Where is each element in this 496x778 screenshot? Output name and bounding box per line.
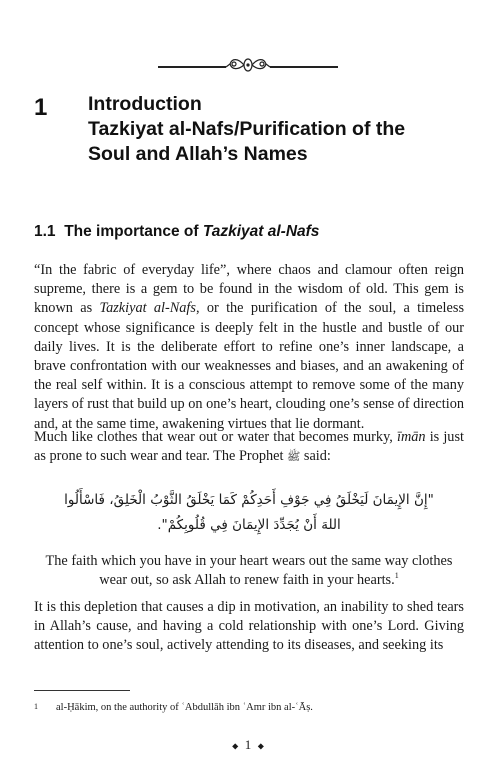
chapter-title-line-1: Introduction <box>88 93 202 115</box>
paragraph-1-term: Tazkiyat al-Nafs <box>99 300 196 317</box>
footnote-divider <box>34 690 130 691</box>
hadith-translation-line-1: The faith which you have in your heart wears out the same way clothes <box>45 553 453 569</box>
footnote-marker: 1 <box>34 702 38 711</box>
hadith-arabic <box>34 488 464 538</box>
salutation-icon: ﷺ <box>287 450 301 464</box>
paragraph-2 <box>34 428 464 466</box>
chapter-title-line-3: Soul and Allah’s Names <box>88 143 308 165</box>
page-number <box>0 737 496 753</box>
section-number: 1.1 <box>34 223 56 240</box>
paragraph-1-text-b: , or the purification of the soul, a timeless concept whose significance is deeply felt in the hustle and bustle of our daily lives. It is the deliberate effort to refine one’s inner landscape, a brave confrontation with our weaknesses and biases, and an awakening of the real self within. It is a conscious attempt to remove some of the many layers of rust that build up on one’s heart, clouding one’s sense of direction and, at the same time, awakening virtues that lie dormant. <box>34 300 465 432</box>
ornament-rule-right <box>270 66 338 68</box>
floral-divider-icon <box>224 54 272 76</box>
hadith-translation-line-2-text: wear out, so ask Allah to renew faith in your hearts. <box>99 572 395 589</box>
hadith-translation-line-2 <box>34 571 464 590</box>
ornament-rule-left <box>158 66 226 68</box>
paragraph-1-text-a: “In the fabric of everyday life”, where chaos and clamour often reign supreme, there is a gem to be found in the wisdom of old. This gem is known as <box>34 262 464 317</box>
hadith-arabic-line-1: "إِنَّ الإِيمَانَ لَيَخْلَقُ فِي جَوْفِ أَحَدِكُمْ كَمَا يَخْلَقُ الثَّوْبُ الْخَلِقُ، فَاسْأَلُوا <box>64 492 434 508</box>
diamond-icon: ◆ <box>257 741 264 751</box>
paragraph-3: It is this depletion that causes a dip in motivation, an inability to shed tears in Allah’s cause, and having a cold relationship with one’s Lord. Giving attention to one’s soul, actively attending to its diseases, and seeking its <box>34 599 464 654</box>
paragraph-2-term: īmān <box>396 429 426 445</box>
chapter-number: 1 <box>34 94 48 121</box>
paragraph-2-text-a: Much like clothes that wear out or water that becomes murky, <box>34 429 397 445</box>
footnote-text: al-Ḥākim, on the authority of ʿAbdullāh ibn ʿAmr ibn al-ʿĀṣ. <box>56 702 313 713</box>
paragraph-1 <box>34 261 464 434</box>
hadith-arabic-line-2: اللهَ أَنْ يُجَدِّدَ الإِيمَانَ فِي قُلُوبِكُمْ". <box>157 517 341 533</box>
footnote <box>34 702 313 713</box>
section-title: The importance of <box>64 223 203 240</box>
page-number-text: 1 <box>244 737 252 752</box>
chapter-title-line-2: Tazkiyat al-Nafs/Purification of the <box>88 118 406 140</box>
section-title-italic: Tazkiyat al-Nafs <box>202 223 320 240</box>
diamond-icon: ◆ <box>232 741 239 751</box>
section-heading <box>34 223 319 241</box>
chapter-ornament <box>158 54 338 76</box>
hadith-translation <box>34 552 464 590</box>
footnote-reference[interactable]: 1 <box>394 571 399 581</box>
paragraph-2-text-c: said: <box>300 448 331 465</box>
paragraph-2-text-b: is just as prone to such wear and tear. The Prophet <box>34 429 464 465</box>
chapter-title <box>88 92 478 167</box>
